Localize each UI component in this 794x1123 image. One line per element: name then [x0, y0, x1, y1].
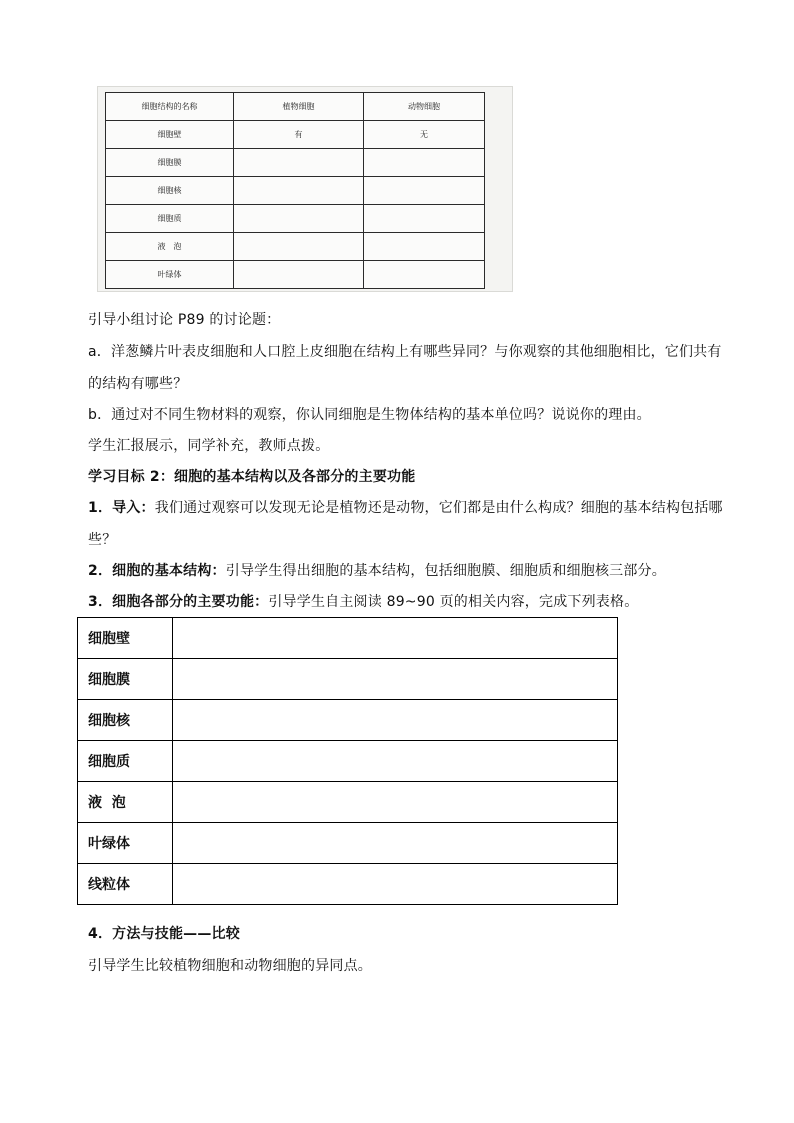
table-row-label: 细胞壁: [78, 618, 173, 659]
table-row: [106, 261, 485, 289]
table-cell: 细胞核: [106, 177, 234, 205]
table-cell: 细胞膜: [106, 149, 234, 177]
cell-function-table: [77, 617, 618, 905]
paragraph: 学生汇报展示，同学补充，教师点拨。: [88, 438, 330, 454]
table-cell: [234, 149, 364, 177]
table-row-label: 细胞膜: [78, 659, 173, 700]
table-row: [106, 177, 485, 205]
table-cell: [364, 233, 485, 261]
item-label: 1．导入：: [88, 500, 155, 516]
table-cell: [234, 233, 364, 261]
table-row: [78, 823, 618, 864]
table-row-label: 细胞核: [78, 700, 173, 741]
table-row-label: 细胞质: [78, 741, 173, 782]
table-cell: [364, 149, 485, 177]
header-cell: 动物细胞: [364, 93, 485, 121]
table-row: [78, 864, 618, 905]
table-row: [78, 659, 618, 700]
table-row: [78, 741, 618, 782]
table-cell: 细胞质: [106, 205, 234, 233]
answer-cell[interactable]: [173, 700, 618, 741]
table-cell: [364, 205, 485, 233]
table-row-label: 线粒体: [78, 864, 173, 905]
paragraph: 些？: [88, 532, 117, 548]
table-cell: [234, 205, 364, 233]
table-cell: 细胞壁: [106, 121, 234, 149]
table-cell: [364, 177, 485, 205]
item-text: 引导学生自主阅读 89~90 页的相关内容，完成下列表格。: [268, 594, 639, 610]
item-1: [88, 498, 723, 518]
table-row: [78, 618, 618, 659]
table-row-label: 叶绿体: [78, 823, 173, 864]
answer-cell[interactable]: [173, 741, 618, 782]
paragraph: b．通过对不同生物材料的观察，你认同细胞是生物体结构的基本单位吗？说说你的理由。: [88, 407, 651, 423]
table-row: [106, 205, 485, 233]
table-row-label: 液 泡: [78, 782, 173, 823]
paragraph: 的结构有哪些？: [88, 376, 188, 392]
header-cell: 植物细胞: [234, 93, 364, 121]
table-row: [106, 121, 485, 149]
answer-cell[interactable]: [173, 659, 618, 700]
item-label: 2．细胞的基本结构：: [88, 563, 226, 579]
table-cell: [234, 261, 364, 289]
table-header-row: [106, 93, 485, 121]
cell-structure-comparison-table: [105, 92, 485, 289]
paragraph: 引导小组讨论 P89 的讨论题：: [88, 312, 281, 328]
table-row: [78, 700, 618, 741]
item-label: 3．细胞各部分的主要功能：: [88, 594, 269, 610]
item-text: 我们通过观察可以发现无论是植物还是动物，它们都是由什么构成？细胞的基本结构包括哪: [154, 500, 723, 516]
item-2: [88, 561, 666, 581]
header-cell: 细胞结构的名称: [106, 93, 234, 121]
item-3: [88, 592, 638, 612]
section-heading: 4．方法与技能——比较: [88, 926, 240, 942]
table-cell: 有: [234, 121, 364, 149]
section-heading: 学习目标 2：细胞的基本结构以及各部分的主要功能: [88, 469, 416, 485]
answer-cell[interactable]: [173, 618, 618, 659]
table-row: [106, 233, 485, 261]
table-cell: [234, 177, 364, 205]
answer-cell[interactable]: [173, 864, 618, 905]
table-cell: [364, 261, 485, 289]
table-row: [78, 782, 618, 823]
paragraph: a．洋葱鳞片叶表皮细胞和人口腔上皮细胞在结构上有哪些异同？与你观察的其他细胞相比，它们共有: [88, 344, 722, 360]
table-cell: 液 泡: [106, 233, 234, 261]
table-row: [106, 149, 485, 177]
answer-cell[interactable]: [173, 782, 618, 823]
table-cell: 叶绿体: [106, 261, 234, 289]
table-cell: 无: [364, 121, 485, 149]
answer-cell[interactable]: [173, 823, 618, 864]
item-text: 引导学生得出细胞的基本结构，包括细胞膜、细胞质和细胞核三部分。: [225, 563, 666, 579]
paragraph: 引导学生比较植物细胞和动物细胞的异同点。: [88, 958, 372, 974]
